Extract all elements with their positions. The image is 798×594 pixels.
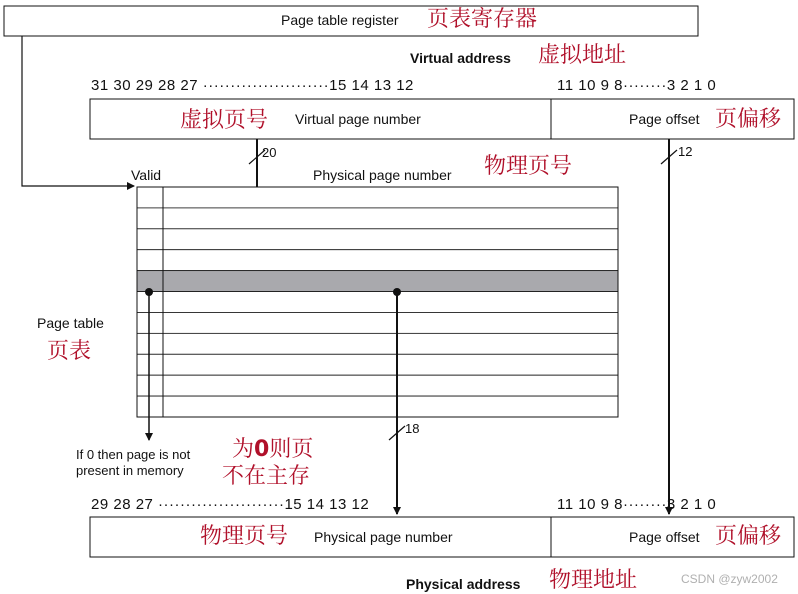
page-table-entry xyxy=(137,250,618,271)
page-table-entry xyxy=(137,375,618,396)
valid-note-zh-line2: 不在主存 xyxy=(222,464,311,489)
physical-bits-low: 11 10 9 8········3 2 1 0 xyxy=(557,496,717,513)
ppn-width-label: 18 xyxy=(405,421,420,436)
valid-note-line1: If 0 then page is not xyxy=(76,447,191,462)
virtual-page-number-label: Virtual page number xyxy=(295,111,421,127)
physical-bits-high: 29 28 27 ·······················15 14 13 12 xyxy=(91,496,370,513)
valid-note-line2: present in memory xyxy=(76,463,184,478)
page-table-entry xyxy=(137,333,618,354)
virtual-bits-high: 31 30 29 28 27 ·······················15 14 13 12 xyxy=(91,77,414,94)
physical-address-zh: 物理地址 xyxy=(549,568,638,593)
page-table-entry-selected xyxy=(137,271,618,292)
physical-page-number-label: Physical page number xyxy=(314,529,453,545)
physical-page-offset-label: Page offset xyxy=(629,529,700,545)
page-table-title-zh: 页表 xyxy=(47,339,92,364)
page-table-register-label: Page table register xyxy=(281,12,399,28)
virtual-page-offset-zh: 页偏移 xyxy=(715,107,782,132)
page-table-entry xyxy=(137,229,618,250)
valid-column-label: Valid xyxy=(131,167,162,183)
page-table-title: Page table xyxy=(37,315,104,331)
virtual-bits-low: 11 10 9 8········3 2 1 0 xyxy=(557,77,717,94)
page-table-entry xyxy=(137,354,618,375)
page-table-entry xyxy=(137,396,618,417)
vpn-width-label: 20 xyxy=(262,145,277,160)
page-table-entry xyxy=(137,312,618,333)
virtual-page-number-zh: 虚拟页号 xyxy=(180,108,269,133)
page-table-register-zh: 页表寄存器 xyxy=(427,7,538,32)
virtual-address-zh: 虚拟地址 xyxy=(538,43,627,68)
physical-page-number-header-zh: 物理页号 xyxy=(484,154,573,179)
virtual-address-label: Virtual address xyxy=(410,50,511,66)
page-table-rows xyxy=(137,187,618,417)
valid-note-zh-line1: 为0则页 xyxy=(232,437,314,462)
page-table-entry xyxy=(137,292,618,313)
virtual-page-offset-label: Page offset xyxy=(629,111,700,127)
physical-page-number-header: Physical page number xyxy=(313,167,452,183)
page-table-entry xyxy=(137,187,618,208)
physical-address-label: Physical address xyxy=(406,576,521,592)
csdn-watermark: CSDN @zyw2002 xyxy=(681,572,778,586)
physical-page-number-zh: 物理页号 xyxy=(200,524,289,549)
page-table-entry xyxy=(137,208,618,229)
offset-width-label: 12 xyxy=(678,144,693,159)
physical-page-offset-zh: 页偏移 xyxy=(715,524,782,549)
